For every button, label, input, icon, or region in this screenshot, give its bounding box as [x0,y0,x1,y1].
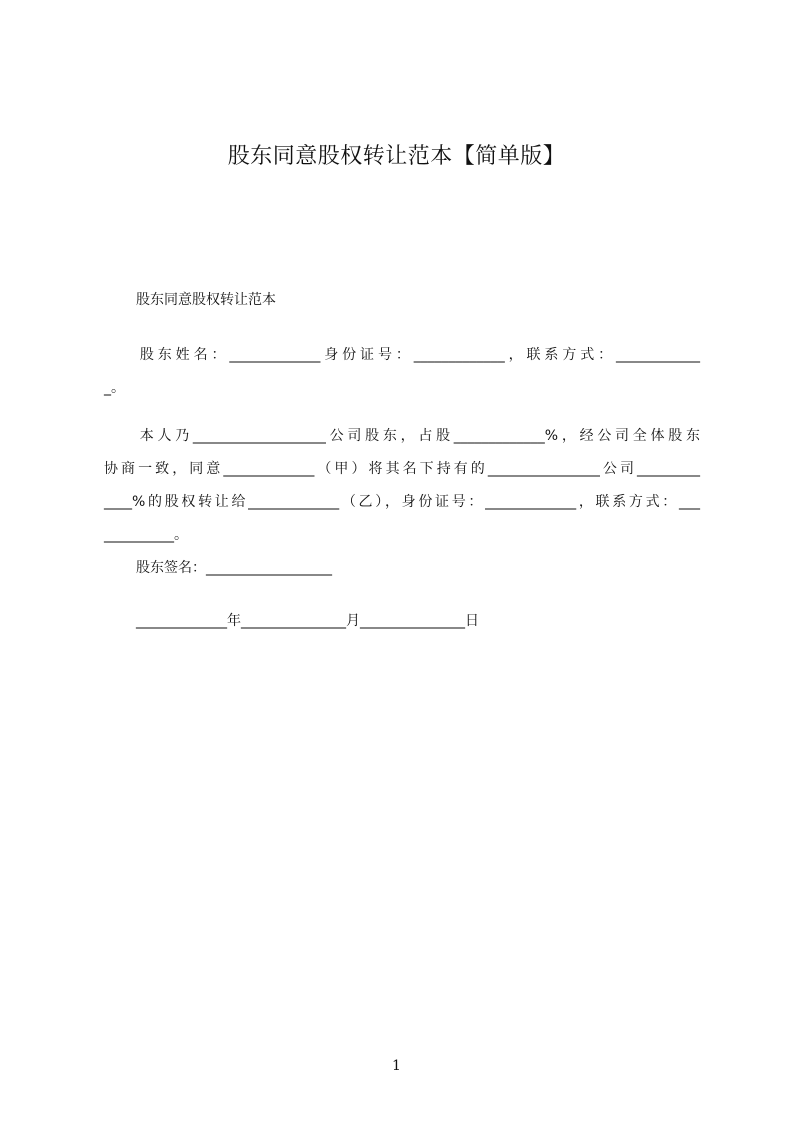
transfer-consent-line-3: ____%的股权转让给_____________（乙），身份证号：_____________，联系方式：___ [104,494,700,510]
page-number: 1 [392,1058,401,1074]
shareholder-signature-line: 股东签名：__________________ [136,560,332,576]
paragraph-line [104,339,700,372]
document-title: 股东同意股权转让范本【简单版】 [227,144,566,169]
transfer-consent-line-2: 协商一致，同意_____________（甲）将其名下持有的________________公司_________ [104,461,700,477]
paragraph-line [104,453,700,486]
shareholder-info-paragraph [104,339,700,405]
paragraph-line [104,372,700,405]
paragraph-line [104,420,700,453]
transfer-consent-line-4: __________。 [104,527,188,543]
paragraph-line [104,486,700,519]
shareholder-info-line-2: _。 [104,380,125,396]
document-subtitle: 股东同意股权转让范本 [136,292,276,308]
transfer-consent-line-1: 本人乃___________________公司股东，占股_____________%，经公司全体股东 [136,428,700,444]
date-line: _____________年_______________月_______________日 [136,613,479,629]
paragraph-line [104,519,700,552]
transfer-consent-paragraph [104,420,700,552]
shareholder-info-line-1: 股东姓名：_____________身份证号：_____________，联系方式：____________ [136,347,700,363]
